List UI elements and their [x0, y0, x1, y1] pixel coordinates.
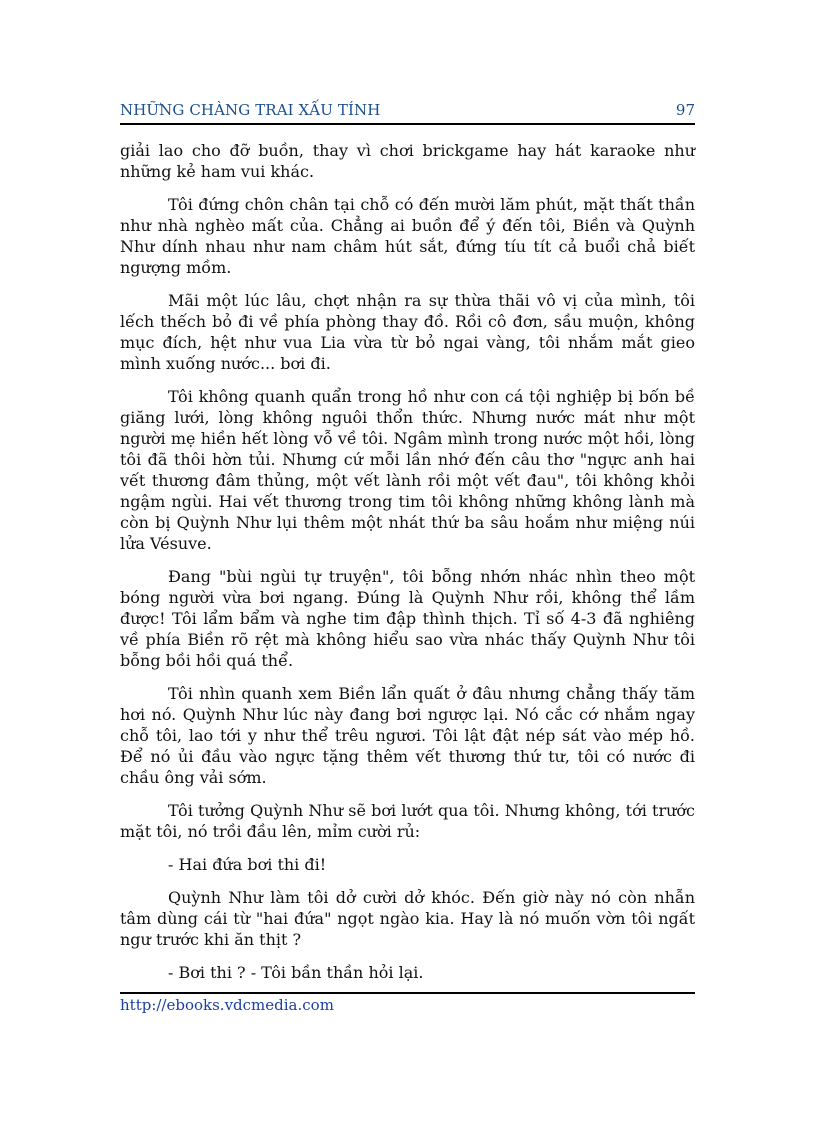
- paragraph: Tôi không quanh quẩn trong hồ như con cá tội nghiệp bị bốn bề giăng lưới, lòng không nguôi thổn thức. Nhưng nước mát như một người mẹ hiền hết lòng vỗ về tôi. Ngâm mình trong nước một hồi, lòng tôi đã thôi hờn tủi. Nhưng cứ mỗi lần nhớ đến câu thơ "ngực anh hai vết thương đâm thủng, một vết lành rồi một vết đau", tôi không khỏi ngậm ngùi. Hai vết thương trong tim tôi không những không lành mà còn bị Quỳnh Như lụi thêm một nhát thứ ba sâu hoắm như miệng núi lửa Vésuve.: [120, 387, 695, 553]
- page-number: 97: [675, 101, 695, 119]
- paragraph: Tôi tưởng Quỳnh Như sẽ bơi lướt qua tôi. Nhưng không, tới trước mặt tôi, nó trồi đầu lên, mỉm cười rủ:: [120, 801, 695, 841]
- page-header: [120, 101, 695, 125]
- dialogue-line: - Bơi thi ? - Tôi bần thần hỏi lại.: [168, 963, 424, 982]
- paragraph: Đang "bùi ngùi tự truyện", tôi bỗng nhớn nhác nhìn theo một bóng người vừa bơi ngang. Đúng là Quỳnh Như rồi, không thể lầm được! Tôi lẩm bẩm và nghe tim đập thình thịch. Tỉ số 4-3 đã nghiêng về phía Biền rõ rệt mà không hiểu sao vừa nhác thấy Quỳnh Như tôi bỗng bồi hồi quá thể.: [120, 567, 695, 670]
- paragraph: giải lao cho đỡ buồn, thay vì chơi brickgame hay hát karaoke như những kẻ ham vui khác.: [120, 141, 695, 181]
- footer-divider: [120, 992, 695, 994]
- paragraph: Tôi đứng chôn chân tại chỗ có đến mười lăm phút, mặt thất thần như nhà nghèo mất của. Chẳng ai buồn để ý đến tôi, Biền và Quỳnh Như dính nhau như nam châm hút sắt, đứng tíu tít cả buổi chả biết ngượng mồm.: [120, 195, 695, 277]
- footer-url-link[interactable]: http://ebooks.vdcmedia.com: [120, 996, 334, 1014]
- book-title: NHỮNG CHÀNG TRAI XẤU TÍNH: [120, 101, 381, 119]
- page-body: [120, 140, 695, 995]
- dialogue-line: - Hai đứa bơi thi đi!: [168, 855, 327, 874]
- paragraph: Tôi nhìn quanh xem Biền lẩn quất ở đâu nhưng chẳng thấy tăm hơi nó. Quỳnh Như lúc này đang bơi ngược lại. Nó cắc cớ nhắm ngay chỗ tôi, lao tới y như thể trêu ngươi. Tôi lật đật nép sát vào mép hồ. Để nó ủi đầu vào ngực tặng thêm vết thương thứ tư, tôi có nước đi chầu ông vải sớm.: [120, 684, 695, 787]
- paragraph: Mãi một lúc lâu, chợt nhận ra sự thừa thãi vô vị của mình, tôi lếch thếch bỏ đi về phía phòng thay đồ. Rồi cô đơn, sầu muộn, không mục đích, hệt như vua Lia vừa từ bỏ ngai vàng, tôi nhắm mắt gieo mình xuống nước... bơi đi.: [120, 291, 695, 373]
- paragraph: Quỳnh Như làm tôi dở cười dở khóc. Đến giờ này nó còn nhẫn tâm dùng cái từ "hai đứa" ngọt ngào kia. Hay là nó muốn vờn tôi ngất ngư trước khi ăn thịt ?: [120, 888, 695, 949]
